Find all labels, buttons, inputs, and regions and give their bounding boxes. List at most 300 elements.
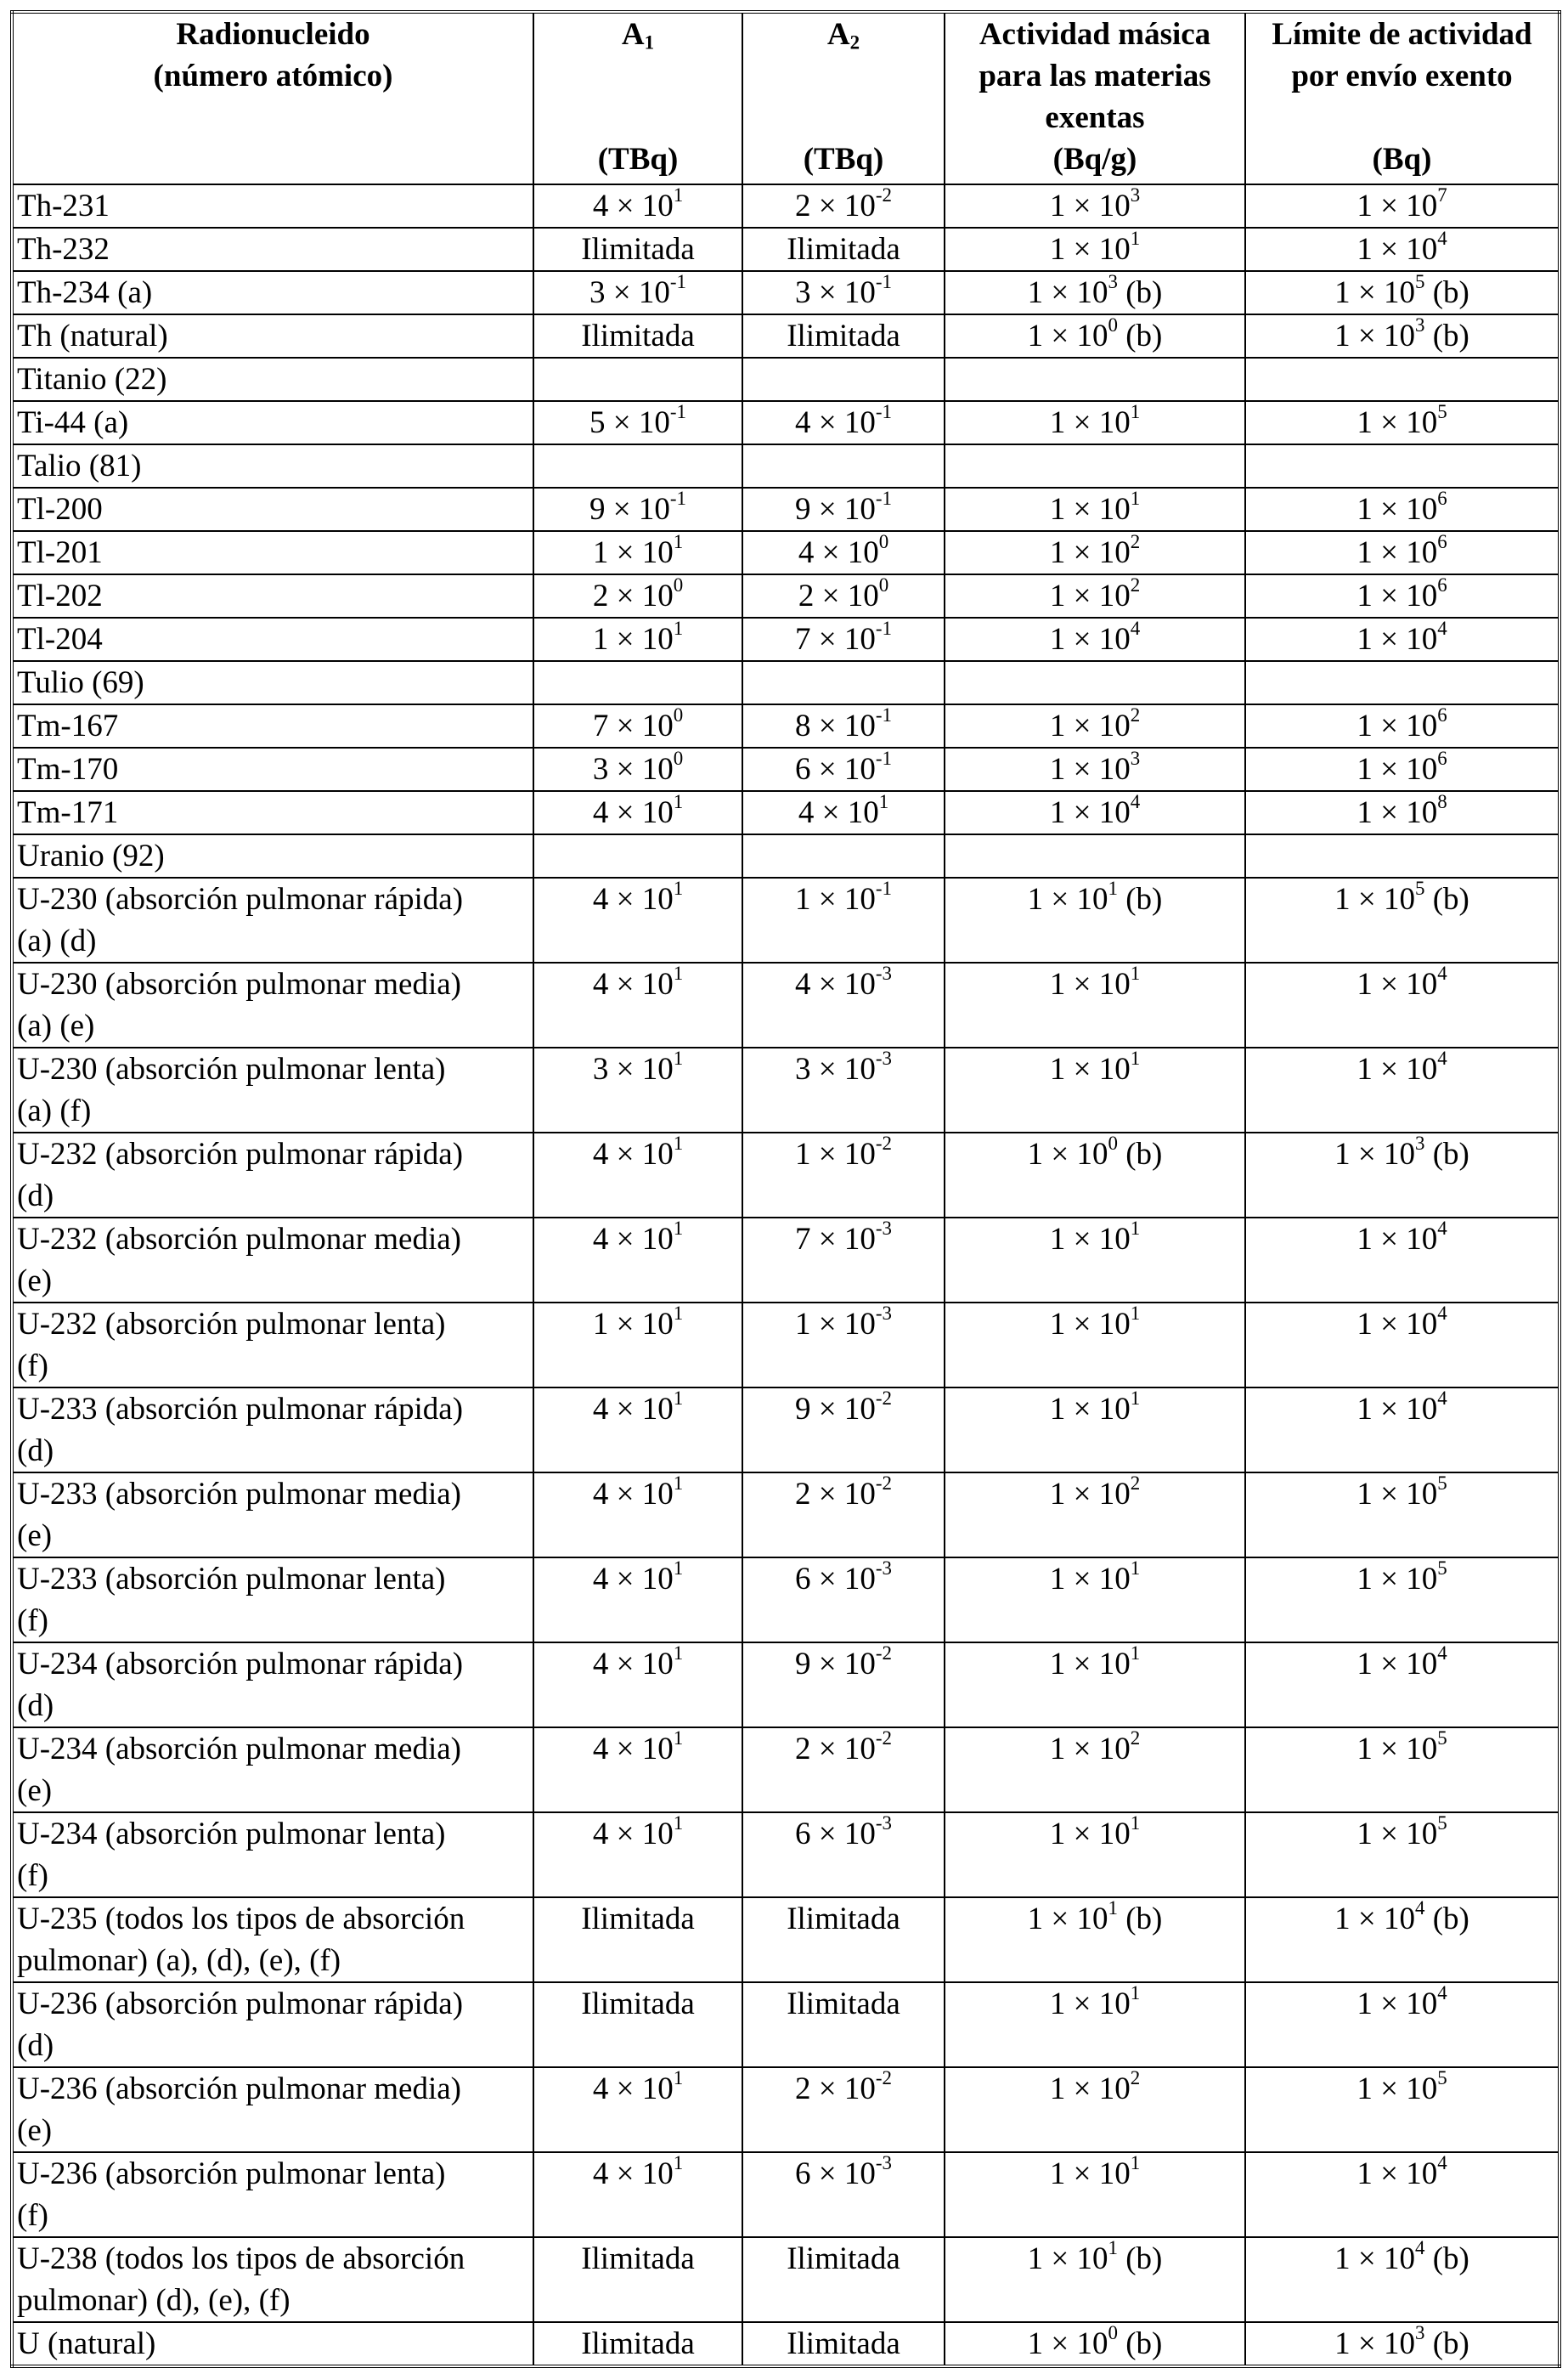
value-base: 1 × 10 <box>1027 2326 1108 2361</box>
cell-a2 <box>742 574 945 618</box>
cell-lim <box>1245 401 1560 444</box>
value-exponent: 8 <box>1437 790 1447 812</box>
cell-a2 <box>742 444 945 488</box>
table-body <box>12 184 1560 2366</box>
value-exponent: 1 <box>673 1727 684 1749</box>
radionuclide-label-line: Uranio (92) <box>17 839 165 873</box>
value-exponent: 4 <box>1437 1047 1447 1069</box>
cell-a2 <box>742 1133 945 1218</box>
value-base: 1 × 10 <box>1049 622 1131 657</box>
table-row <box>12 184 1560 228</box>
value-base: 1 × 10 <box>1049 1562 1131 1597</box>
value-exponent: 5 <box>1415 877 1425 899</box>
cell-a2 <box>742 401 945 444</box>
value-base: 1 × 10 <box>1334 1902 1415 1936</box>
value-exponent: 1 <box>1108 877 1118 899</box>
value-exponent: 2 <box>1130 1472 1141 1494</box>
value-exponent: 1 <box>673 617 684 639</box>
radionuclide-label-line: U-236 (absorción pulmonar media) <box>17 2071 461 2106</box>
value-exponent: 1 <box>1130 1047 1141 1069</box>
cell-lim <box>1245 878 1560 963</box>
radionuclide-label-line: (e) <box>17 1773 53 1808</box>
value-exponent: 0 <box>1108 314 1118 336</box>
radionuclide-label-line: Tm-171 <box>17 795 119 830</box>
cell-a1 <box>533 2237 742 2322</box>
table-row <box>12 228 1560 271</box>
value-base: 1 × 10 <box>795 1137 876 1172</box>
value-exponent: -1 <box>875 704 892 726</box>
cell-radionuclide <box>12 2237 533 2322</box>
value-exponent: 1 <box>1130 1642 1141 1664</box>
cell-radionuclide <box>12 834 533 878</box>
cell-act <box>945 488 1245 531</box>
cell-a1 <box>533 2152 742 2237</box>
value-base: 6 × 10 <box>795 1817 876 1851</box>
value-base: 1 × 10 <box>1356 709 1438 743</box>
value-base: 1 × 10 <box>1049 1477 1131 1512</box>
cell-act <box>945 618 1245 661</box>
value-base: 1 × 10 <box>1334 319 1415 353</box>
cell-act <box>945 531 1245 574</box>
value-exponent: 5 <box>1437 2066 1447 2088</box>
cell-a1 <box>533 748 742 791</box>
value-exponent: 3 <box>1415 2321 1425 2343</box>
cell-radionuclide <box>12 444 533 488</box>
cell-a2 <box>742 1303 945 1387</box>
table-row <box>12 1303 1560 1387</box>
value-exponent: -2 <box>875 2066 892 2088</box>
cell-a2 <box>742 488 945 531</box>
value-exponent: -2 <box>875 1472 892 1494</box>
cell-lim <box>1245 531 1560 574</box>
value-base: 4 × 10 <box>592 1647 674 1681</box>
value-exponent: 3 <box>1415 314 1425 336</box>
cell-a2 <box>742 963 945 1048</box>
cell-lim <box>1245 2322 1560 2366</box>
value-base: 1 × 10 <box>1027 882 1108 917</box>
cell-act <box>945 1218 1245 1303</box>
value-base: 4 × 10 <box>592 189 674 223</box>
value-exponent: -1 <box>875 487 892 509</box>
cell-act <box>945 444 1245 488</box>
cell-a2 <box>742 1642 945 1727</box>
value-base: 1 × 10 <box>1334 1137 1415 1172</box>
value-exponent: 6 <box>1437 704 1447 726</box>
cell-act <box>945 271 1245 314</box>
value-base: 4 × 10 <box>592 2071 674 2106</box>
value-exponent: 4 <box>1437 2151 1447 2173</box>
value-exponent: 4 <box>1437 1387 1447 1409</box>
cell-a2 <box>742 1472 945 1557</box>
radionuclide-label-line: Tl-201 <box>17 535 103 570</box>
radionuclide-label-line: (e) <box>17 1518 53 1553</box>
cell-radionuclide <box>12 1387 533 1472</box>
value-base: 1 × 10 <box>1356 189 1438 223</box>
cell-lim <box>1245 1642 1560 1727</box>
cell-lim <box>1245 1133 1560 1218</box>
header-radionuclide: Radionucleido (número atómico) <box>12 12 533 184</box>
cell-a1 <box>533 1897 742 1982</box>
cell-act <box>945 2322 1245 2366</box>
value-exponent: -3 <box>875 1047 892 1069</box>
value-exponent: 5 <box>1437 1811 1447 1834</box>
value-base: Ilimitada <box>787 319 900 353</box>
value-exponent: 1 <box>673 1302 684 1324</box>
value-base: 3 × 10 <box>795 275 876 310</box>
cell-a1 <box>533 1387 742 1472</box>
value-exponent: -3 <box>875 1811 892 1834</box>
cell-act <box>945 2237 1245 2322</box>
table-row <box>12 1387 1560 1472</box>
cell-lim <box>1245 488 1560 531</box>
radionuclide-label-line: (d) <box>17 1688 54 1723</box>
radionuclide-label-line: Talio (81) <box>17 449 142 483</box>
value-exponent: 5 <box>1415 270 1425 292</box>
table-row <box>12 1982 1560 2067</box>
value-exponent: 2 <box>1130 574 1141 596</box>
cell-radionuclide <box>12 704 533 748</box>
cell-a1 <box>533 704 742 748</box>
value-note: (b) <box>1117 2241 1163 2276</box>
value-exponent: 0 <box>1108 1132 1118 1154</box>
radionuclide-label-line: Tm-170 <box>17 752 119 787</box>
radionuclide-label-line: U-232 (absorción pulmonar lenta) <box>17 1307 446 1342</box>
cell-radionuclide <box>12 1472 533 1557</box>
value-note: (b) <box>1424 275 1469 310</box>
radionuclide-label-line: Th-232 <box>17 232 110 267</box>
value-base: 1 × 10 <box>1049 1817 1131 1851</box>
value-note: (b) <box>1424 2326 1469 2361</box>
value-exponent: -3 <box>875 1217 892 1239</box>
value-exponent: 1 <box>1130 962 1141 984</box>
value-exponent: 1 <box>673 1557 684 1579</box>
cell-act <box>945 574 1245 618</box>
value-exponent: 1 <box>1130 2151 1141 2173</box>
table-row <box>12 358 1560 401</box>
cell-a2 <box>742 2237 945 2322</box>
value-base: 1 × 10 <box>1027 319 1108 353</box>
cell-lim <box>1245 791 1560 834</box>
cell-act <box>945 228 1245 271</box>
cell-a2 <box>742 1218 945 1303</box>
table-row <box>12 531 1560 574</box>
cell-a2 <box>742 618 945 661</box>
cell-a1 <box>533 618 742 661</box>
cell-a1 <box>533 1557 742 1642</box>
value-base: 1 × 10 <box>1356 1222 1438 1257</box>
value-base: Ilimitada <box>581 1902 695 1936</box>
value-base: 1 × 10 <box>1027 1137 1108 1172</box>
value-base: 1 × 10 <box>1049 752 1131 787</box>
value-exponent: 3 <box>1130 747 1141 769</box>
radionuclide-label-line: U-232 (absorción pulmonar media) <box>17 1222 461 1257</box>
value-exponent: 1 <box>673 2151 684 2173</box>
radionuclide-label-line: (a) (f) <box>17 1094 92 1128</box>
value-exponent: 5 <box>1437 1472 1447 1494</box>
value-exponent: 1 <box>673 1811 684 1834</box>
value-exponent: -1 <box>875 877 892 899</box>
value-base: 1 × 10 <box>1049 405 1131 440</box>
value-base: 4 × 10 <box>592 1817 674 1851</box>
table-row <box>12 314 1560 358</box>
header-activity-limit: Límite de actividad por envío exento (Bq) <box>1245 12 1560 184</box>
value-exponent: 1 <box>673 1472 684 1494</box>
value-base: Ilimitada <box>581 319 695 353</box>
value-base: 7 × 10 <box>592 709 674 743</box>
cell-act <box>945 704 1245 748</box>
value-note: (b) <box>1117 1137 1163 1172</box>
table-row <box>12 1727 1560 1812</box>
cell-a1 <box>533 1727 742 1812</box>
cell-radionuclide <box>12 1642 533 1727</box>
value-exponent: -2 <box>875 1132 892 1154</box>
cell-a2 <box>742 834 945 878</box>
cell-a1 <box>533 2322 742 2366</box>
value-exponent: 0 <box>878 574 889 596</box>
value-note: (b) <box>1424 1137 1469 1172</box>
cell-a1 <box>533 1982 742 2067</box>
value-exponent: 6 <box>1437 747 1447 769</box>
value-exponent: 7 <box>1437 184 1447 206</box>
value-exponent: -3 <box>875 1302 892 1324</box>
value-base: 4 × 10 <box>798 795 879 830</box>
value-exponent: 0 <box>673 574 684 596</box>
cell-lim <box>1245 228 1560 271</box>
value-note: (b) <box>1117 2326 1163 2361</box>
value-exponent: -3 <box>875 962 892 984</box>
table-header-row <box>12 12 1560 184</box>
cell-radionuclide <box>12 1897 533 1982</box>
cell-act <box>945 748 1245 791</box>
value-exponent: 6 <box>1437 574 1447 596</box>
table-row <box>12 1642 1560 1727</box>
table-row <box>12 2237 1560 2322</box>
cell-a1 <box>533 963 742 1048</box>
value-exponent: 1 <box>1130 1811 1141 1834</box>
cell-lim <box>1245 1387 1560 1472</box>
cell-a2 <box>742 314 945 358</box>
value-note: (b) <box>1117 319 1163 353</box>
cell-radionuclide <box>12 184 533 228</box>
value-base: 2 × 10 <box>795 1732 876 1766</box>
radionuclide-label-line: (a) (e) <box>17 1009 95 1043</box>
value-note: (b) <box>1117 1902 1163 1936</box>
value-base: 1 × 10 <box>1049 1392 1131 1427</box>
cell-act <box>945 963 1245 1048</box>
radionuclide-label-line: Tm-167 <box>17 709 119 743</box>
value-base: 9 × 10 <box>795 492 876 527</box>
value-base: 1 × 10 <box>1334 2241 1415 2276</box>
cell-lim <box>1245 1048 1560 1133</box>
radionuclide-label-line: Titanio (22) <box>17 362 167 397</box>
radionuclide-label-line: U-233 (absorción pulmonar media) <box>17 1477 461 1512</box>
cell-a2 <box>742 1557 945 1642</box>
cell-a2 <box>742 1897 945 1982</box>
radionuclide-label-line: U-236 (absorción pulmonar lenta) <box>17 2156 446 2191</box>
value-base: 4 × 10 <box>592 795 674 830</box>
cell-a2 <box>742 791 945 834</box>
value-base: 1 × 10 <box>592 535 674 570</box>
value-note: (b) <box>1424 882 1469 917</box>
value-base: 1 × 10 <box>1356 1052 1438 1087</box>
cell-a1 <box>533 1133 742 1218</box>
cell-radionuclide <box>12 228 533 271</box>
cell-lim <box>1245 444 1560 488</box>
table-row <box>12 1472 1560 1557</box>
value-exponent: 6 <box>1437 487 1447 509</box>
value-exponent: -2 <box>875 184 892 206</box>
radionuclide-label-line: U-230 (absorción pulmonar media) <box>17 967 461 1002</box>
cell-a1 <box>533 834 742 878</box>
value-base: 1 × 10 <box>1049 2071 1131 2106</box>
value-exponent: 1 <box>1130 1217 1141 1239</box>
cell-lim <box>1245 1472 1560 1557</box>
cell-a1 <box>533 2067 742 2152</box>
value-base: 4 × 10 <box>592 882 674 917</box>
cell-radionuclide <box>12 963 533 1048</box>
cell-a1 <box>533 1048 742 1133</box>
value-base: 2 × 10 <box>798 579 879 613</box>
cell-lim <box>1245 1812 1560 1897</box>
value-base: 1 × 10 <box>1356 622 1438 657</box>
cell-a1 <box>533 358 742 401</box>
value-base: 1 × 10 <box>1356 1817 1438 1851</box>
value-base: 6 × 10 <box>795 1562 876 1597</box>
cell-act <box>945 314 1245 358</box>
cell-lim <box>1245 358 1560 401</box>
value-exponent: -1 <box>875 617 892 639</box>
value-base: 1 × 10 <box>1356 492 1438 527</box>
value-base: 1 × 10 <box>1334 275 1415 310</box>
value-base: 1 × 10 <box>1356 752 1438 787</box>
value-exponent: 4 <box>1437 1642 1447 1664</box>
value-base: Ilimitada <box>787 1902 900 1936</box>
table-row <box>12 2067 1560 2152</box>
value-exponent: 1 <box>673 1642 684 1664</box>
value-exponent: 2 <box>1130 704 1141 726</box>
cell-radionuclide <box>12 2322 533 2366</box>
cell-radionuclide <box>12 1303 533 1387</box>
cell-a1 <box>533 574 742 618</box>
value-exponent: 1 <box>673 877 684 899</box>
radionuclide-label-line: pulmonar) (a), (d), (e), (f) <box>17 1943 341 1978</box>
cell-radionuclide <box>12 1218 533 1303</box>
cell-a1 <box>533 228 742 271</box>
table-row <box>12 401 1560 444</box>
cell-lim <box>1245 1303 1560 1387</box>
value-exponent: 5 <box>1437 400 1447 422</box>
value-exponent: -1 <box>875 747 892 769</box>
value-base: Ilimitada <box>581 2241 695 2276</box>
radionuclide-label-line: Th-234 (a) <box>17 275 153 310</box>
cell-act <box>945 1812 1245 1897</box>
value-base: 1 × 10 <box>1049 967 1131 1002</box>
table-row <box>12 834 1560 878</box>
cell-radionuclide <box>12 531 533 574</box>
value-base: 1 × 10 <box>1049 232 1131 267</box>
radionuclide-label-line: (d) <box>17 1433 54 1468</box>
cell-act <box>945 2152 1245 2237</box>
value-exponent: -1 <box>875 400 892 422</box>
cell-a2 <box>742 1982 945 2067</box>
value-base: 4 × 10 <box>592 1137 674 1172</box>
value-base: 2 × 10 <box>795 2071 876 2106</box>
radionuclide-label-line: (e) <box>17 2113 53 2148</box>
value-base: 1 × 10 <box>1049 492 1131 527</box>
value-base: 1 × 10 <box>1356 1987 1438 2021</box>
cell-a2 <box>742 1387 945 1472</box>
value-base: Ilimitada <box>787 2241 900 2276</box>
radionuclide-label-line: Tl-202 <box>17 579 103 613</box>
table-row <box>12 748 1560 791</box>
value-exponent: -1 <box>669 400 686 422</box>
value-base: 1 × 10 <box>592 1307 674 1342</box>
value-base: Ilimitada <box>787 232 900 267</box>
cell-a1 <box>533 1642 742 1727</box>
table-row <box>12 618 1560 661</box>
cell-act <box>945 1133 1245 1218</box>
value-exponent: 4 <box>1415 1896 1425 1919</box>
value-exponent: 3 <box>1130 184 1141 206</box>
value-exponent: 2 <box>1130 2066 1141 2088</box>
value-base: 1 × 10 <box>795 882 876 917</box>
table-row <box>12 1048 1560 1133</box>
value-base: Ilimitada <box>787 1987 900 2021</box>
cell-act <box>945 1303 1245 1387</box>
value-exponent: 1 <box>673 1217 684 1239</box>
cell-a2 <box>742 748 945 791</box>
cell-lim <box>1245 2067 1560 2152</box>
value-exponent: 2 <box>1130 530 1141 552</box>
radionuclide-label-line: (f) <box>17 2198 48 2233</box>
radionuclide-label-line: U-230 (absorción pulmonar rápida) <box>17 882 464 917</box>
value-base: 1 × 10 <box>1049 1052 1131 1087</box>
cell-lim <box>1245 1982 1560 2067</box>
cell-lim <box>1245 314 1560 358</box>
cell-a2 <box>742 358 945 401</box>
value-base: 1 × 10 <box>1049 709 1131 743</box>
value-base: 1 × 10 <box>1356 1732 1438 1766</box>
value-exponent: 4 <box>1437 1981 1447 2003</box>
value-exponent: 3 <box>1415 1132 1425 1154</box>
value-base: 1 × 10 <box>592 622 674 657</box>
radionuclide-label-line: U (natural) <box>17 2326 156 2361</box>
value-exponent: 1 <box>673 1387 684 1409</box>
cell-lim <box>1245 834 1560 878</box>
value-base: 4 × 10 <box>592 2156 674 2191</box>
value-base: 3 × 10 <box>589 275 670 310</box>
value-exponent: 0 <box>673 747 684 769</box>
cell-a2 <box>742 2067 945 2152</box>
cell-a1 <box>533 531 742 574</box>
value-exponent: 0 <box>878 530 889 552</box>
value-base: 4 × 10 <box>592 967 674 1002</box>
value-base: 1 × 10 <box>1356 1392 1438 1427</box>
radionuclide-label-line: (d) <box>17 1178 54 1213</box>
cell-a2 <box>742 1727 945 1812</box>
cell-act <box>945 1642 1245 1727</box>
radionuclide-label-line: U-238 (todos los tipos de absorción <box>17 2241 465 2276</box>
value-exponent: 4 <box>1437 1217 1447 1239</box>
cell-a2 <box>742 531 945 574</box>
value-base: 1 × 10 <box>1356 1647 1438 1681</box>
table-row <box>12 271 1560 314</box>
value-base: 4 × 10 <box>592 1477 674 1512</box>
radionuclide-label-line: (f) <box>17 1858 48 1893</box>
cell-radionuclide <box>12 1048 533 1133</box>
value-exponent: 5 <box>1437 1557 1447 1579</box>
cell-act <box>945 1897 1245 1982</box>
